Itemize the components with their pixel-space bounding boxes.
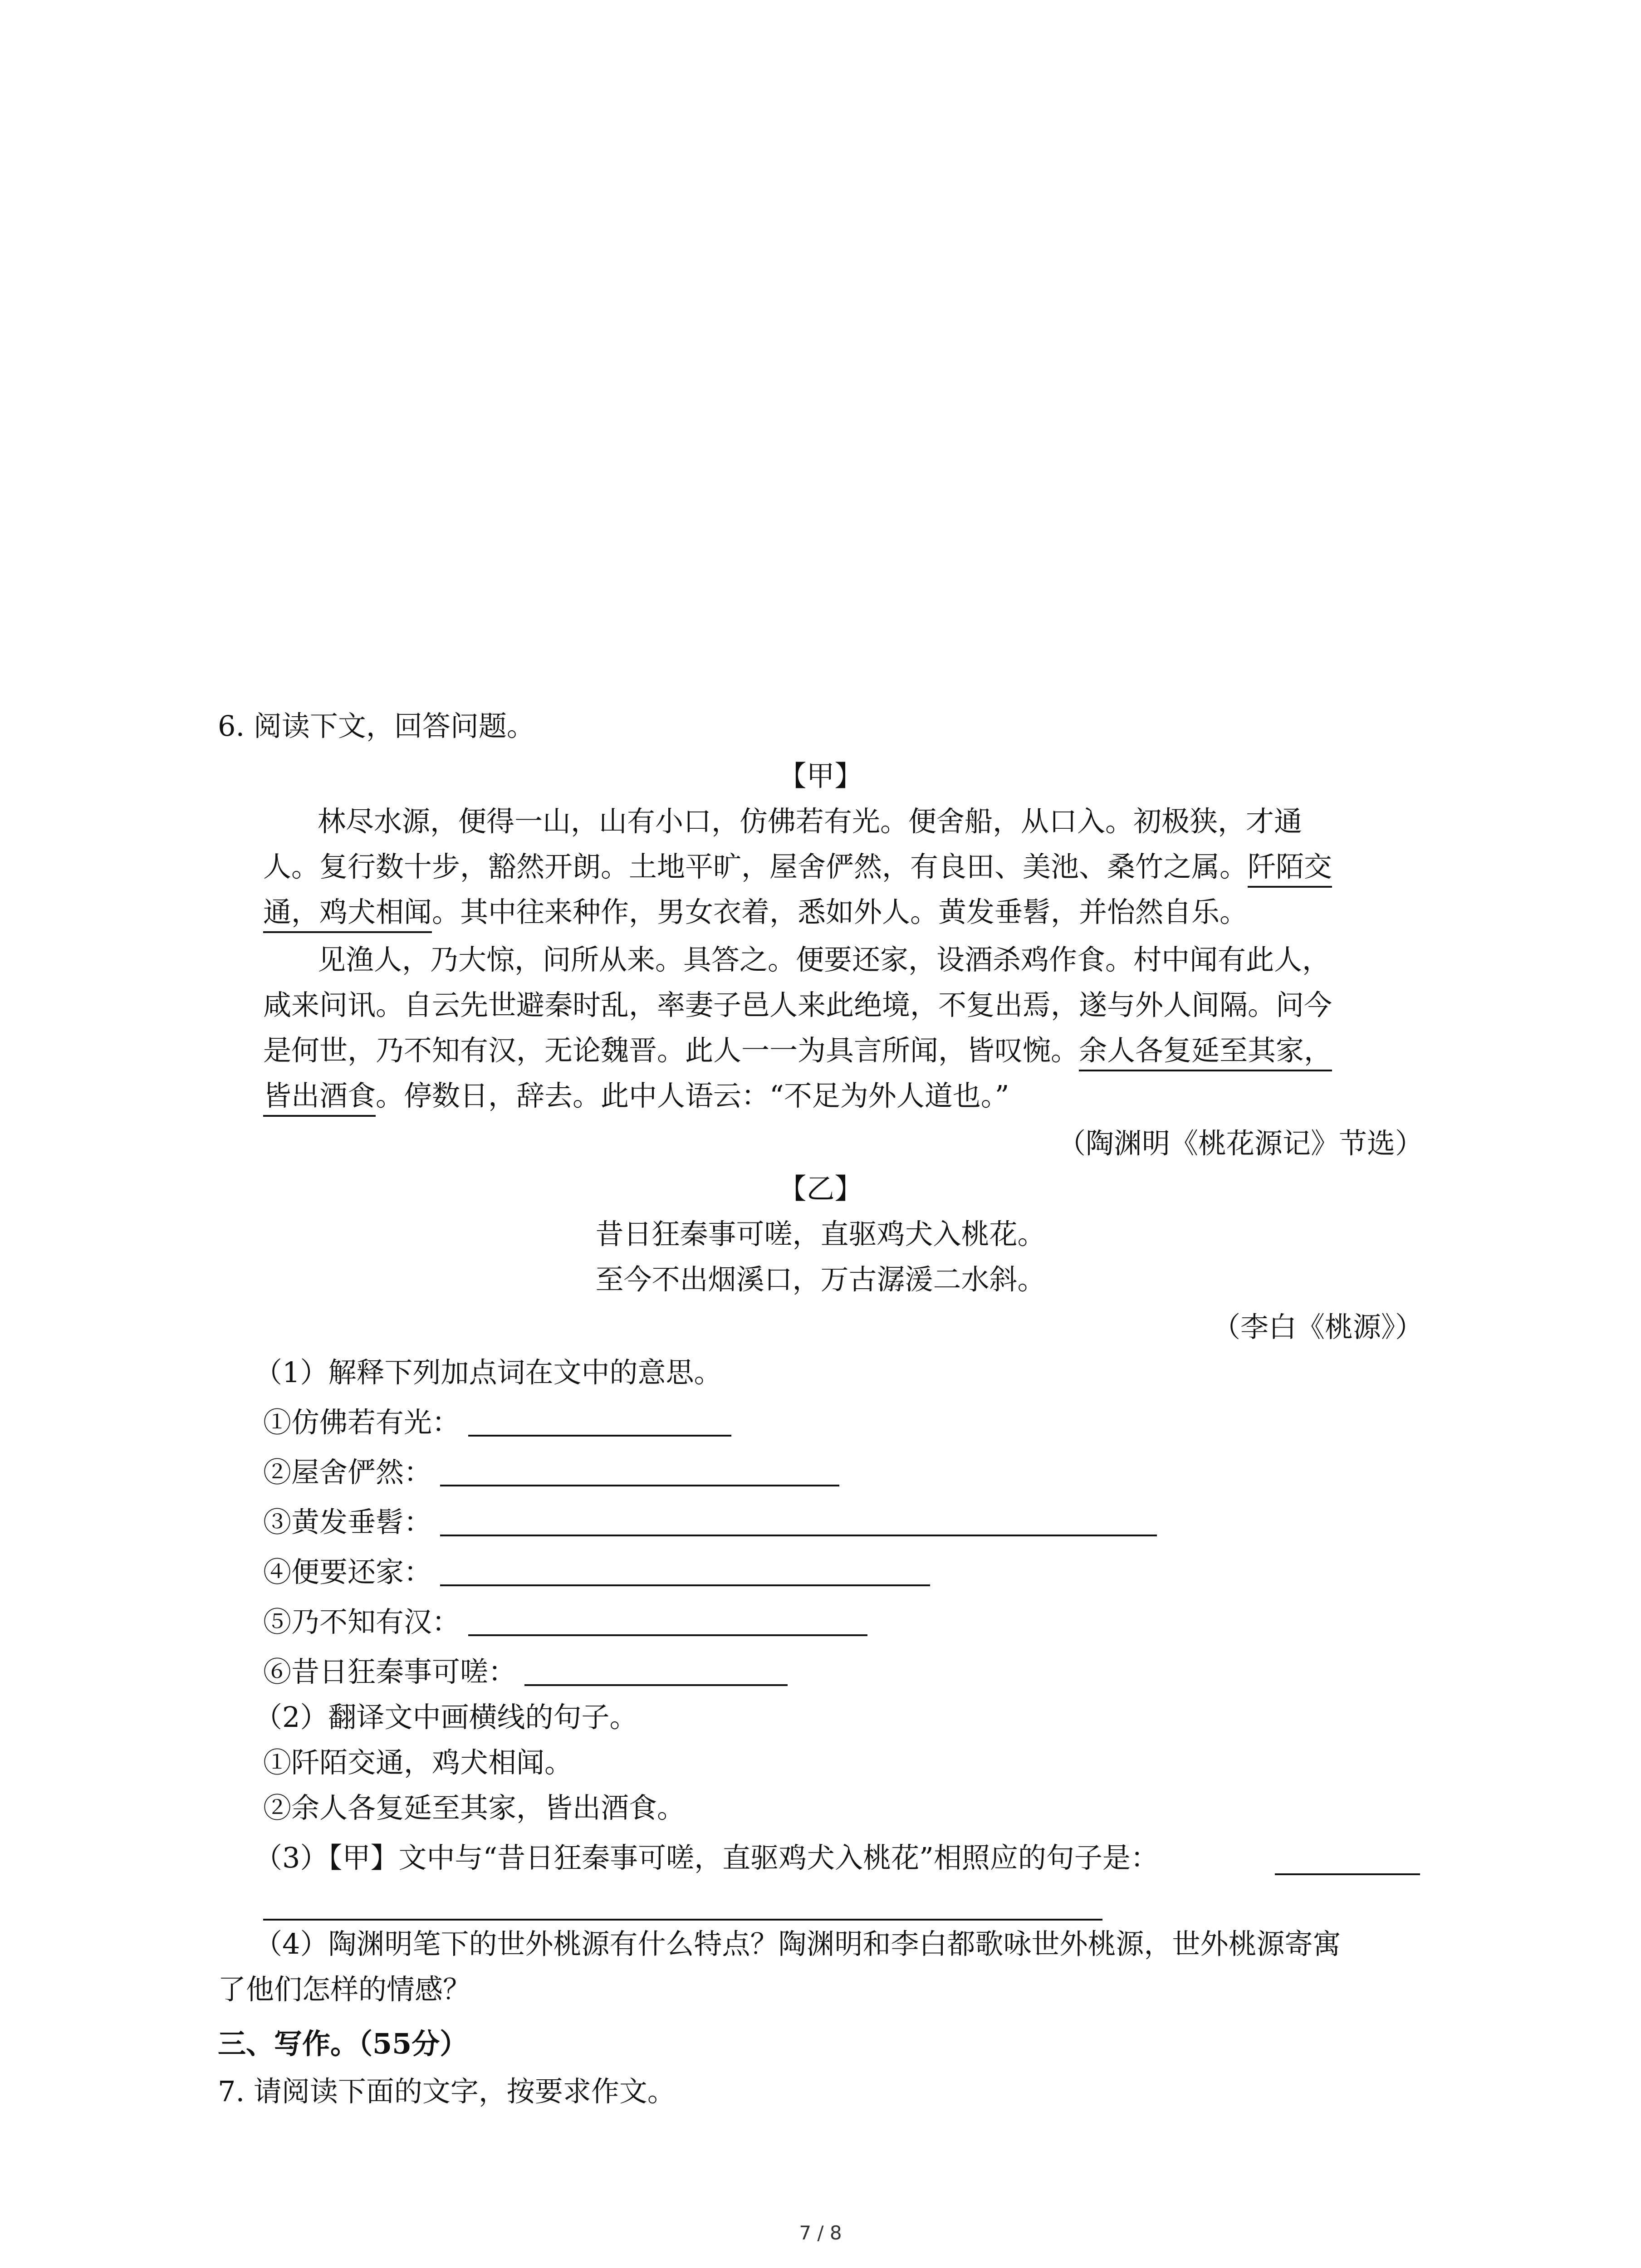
question-6-intro: 6. 阅读下文，回答问题。 xyxy=(218,709,535,743)
passage-jia-p1-line3 xyxy=(263,895,1248,929)
q1-prompt: （1）解释下列加点词在文中的意思。 xyxy=(254,1356,722,1389)
page-number: 7 / 8 xyxy=(799,2222,842,2244)
q1-item-2-label: ②屋舍俨然： xyxy=(263,1456,432,1489)
q1-item-5 xyxy=(263,1605,867,1638)
answer-blank-2[interactable] xyxy=(440,1458,839,1486)
passage-jia-p2-line3-text: 是何世，乃不知有汉，无论魏晋。此人一一为具言所闻，皆叹惋。 xyxy=(263,1034,1079,1067)
q2-item-1: ①阡陌交通，鸡犬相闻。 xyxy=(263,1746,573,1779)
passage-jia-p2-line3 xyxy=(263,1036,1332,1065)
q1-item-2 xyxy=(263,1456,839,1489)
passage-jia-p1-line3-text: 。其中往来种作，男女衣着，悉如外人。黄发垂髫，并怡然自乐。 xyxy=(432,895,1248,929)
passage-jia-p1-line1: 林尽水源，便得一山，山有小口，仿佛若有光。便舍船，从口入。初极狭，才通 xyxy=(318,805,1303,838)
underlined-sentence-2b: 皆出酒食 xyxy=(263,1079,376,1117)
answer-blank-3[interactable] xyxy=(440,1508,1157,1536)
passage-jia-p1-line2 xyxy=(263,850,1332,883)
q2-item-2: ②余人各复延至其家，皆出酒食。 xyxy=(263,1791,686,1824)
passage-jia-heading: 【甲】 xyxy=(778,759,863,792)
answer-blank-q3a[interactable] xyxy=(1275,1873,1420,1875)
poem-yi-heading: 【乙】 xyxy=(778,1172,863,1205)
q2-prompt: （2）翻译文中画横线的句子。 xyxy=(254,1701,638,1734)
q1-item-6-label: ⑥昔日狂秦事可嗟： xyxy=(263,1655,517,1688)
passage-jia-p2-line1: 见渔人，乃大惊，问所从来。具答之。便要还家，设酒杀鸡作食。村中闻有此人， xyxy=(318,943,1331,976)
underlined-sentence-1b: 通，鸡犬相闻 xyxy=(263,895,432,933)
passage-jia-p1-line2-text: 人。复行数十步，豁然开朗。土地平旷，屋舍俨然，有良田、美池、桑竹之属。 xyxy=(263,850,1248,883)
underlined-sentence-1a: 阡陌交 xyxy=(1248,850,1332,888)
q1-item-3 xyxy=(263,1505,1157,1539)
q1-item-5-label: ⑤乃不知有汉： xyxy=(263,1605,460,1638)
passage-jia-source: （陶渊明《桃花源记》节选） xyxy=(1057,1127,1423,1160)
question-7-text: 7. 请阅读下面的文字，按要求作文。 xyxy=(218,2075,676,2108)
q4-line1: （4）陶渊明笔下的世外桃源有什么特点？陶渊明和李白都歌咏世外桃源，世外桃源寄寓 xyxy=(254,1927,1341,1960)
passage-jia-p2-line4 xyxy=(263,1079,1009,1112)
section-3-heading: 三、写作。（55分） xyxy=(218,2027,468,2060)
answer-blank-4[interactable] xyxy=(440,1558,930,1586)
passage-jia-p2-line4-text: 。停数日，辞去。此中人语云：“不足为外人道也。” xyxy=(376,1079,1009,1112)
q1-item-3-label: ③黄发垂髫： xyxy=(263,1505,432,1539)
answer-blank-q3b[interactable] xyxy=(263,1919,1102,1921)
q1-item-4-label: ④便要还家： xyxy=(263,1555,432,1589)
answer-blank-1[interactable] xyxy=(468,1408,731,1437)
passage-jia-p2-line2: 咸来问讯。自云先世避秦时乱，率妻子邑人来此绝境，不复出焉，遂与外人间隔。问今 xyxy=(263,988,1332,1022)
q1-item-4 xyxy=(263,1555,930,1589)
poem-yi-line1: 昔日狂秦事可嗟，直驱鸡犬入桃花。 xyxy=(595,1217,1046,1251)
q3-prompt: （3）【甲】文中与“昔日狂秦事可嗟，直驱鸡犬入桃花”相照应的句子是： xyxy=(254,1841,1159,1874)
poem-yi-line2: 至今不出烟溪口，万古潺湲二水斜。 xyxy=(595,1263,1046,1296)
underlined-sentence-2a: 余人各复延至其家， xyxy=(1079,1034,1332,1071)
answer-blank-5[interactable] xyxy=(468,1608,867,1636)
q1-item-1-label: ①仿佛若有光： xyxy=(263,1406,460,1439)
answer-blank-6[interactable] xyxy=(524,1658,788,1686)
poem-yi-source: （李白《桃源》） xyxy=(1212,1310,1423,1344)
q1-item-6 xyxy=(263,1655,788,1688)
q4-line2: 了他们怎样的情感？ xyxy=(218,1973,471,2006)
q1-item-1 xyxy=(263,1408,731,1437)
